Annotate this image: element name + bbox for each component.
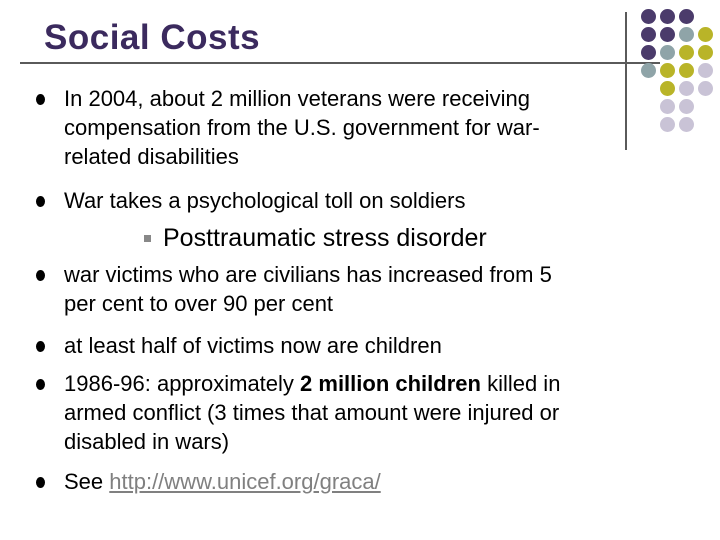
decorative-dot (641, 27, 656, 42)
bullet-text-part: See (64, 469, 110, 494)
bullet-icon (36, 379, 45, 390)
decorative-dot (698, 63, 713, 78)
decorative-dot (698, 45, 713, 60)
bullet-text (64, 469, 381, 495)
decorative-dot (641, 45, 656, 60)
decorative-dot (679, 9, 694, 24)
bullet-icon (36, 94, 45, 105)
bullet-text: per cent to over 90 per cent (64, 291, 334, 316)
decorative-dot (660, 45, 675, 60)
sub-bullet-icon (144, 235, 151, 242)
decorative-dot (679, 27, 694, 42)
bullet-text: In 2004, about 2 million veterans were receiving (64, 86, 530, 111)
decorative-dot (660, 9, 675, 24)
decorative-dot (679, 63, 694, 78)
bullet-icon (36, 196, 45, 207)
bullet-icon (36, 477, 45, 488)
decorative-dot (698, 81, 713, 96)
decorative-dot (660, 99, 675, 114)
bullet-text: compensation from the U.S. government for war- (64, 115, 540, 140)
decorative-dot (641, 63, 656, 78)
decorative-dot (679, 117, 694, 132)
vertical-divider (625, 12, 627, 150)
bullet-text: War takes a psychological toll on soldiers (64, 188, 466, 213)
decorative-dot (698, 27, 713, 42)
decorative-dot (679, 45, 694, 60)
sub-bullet-text: Posttraumatic stress disorder (163, 224, 487, 252)
bullet-icon (36, 341, 45, 352)
bullet-text-part: killed in (480, 371, 561, 396)
decorative-dot (641, 9, 656, 24)
slide-title: Social Costs (44, 18, 261, 57)
bullet-icon (36, 270, 45, 281)
bullet-text-bold: 2 million children (300, 371, 481, 396)
bullet-text: disabled in wars) (64, 429, 230, 454)
decorative-dot (660, 117, 675, 132)
unicef-link[interactable]: http://www.unicef.org/graca/ (109, 469, 381, 494)
bullet-text (64, 371, 560, 397)
decorative-dot (660, 27, 675, 42)
decorative-dot (679, 81, 694, 96)
horizontal-divider (20, 62, 660, 64)
bullet-text: related disabilities (64, 144, 239, 169)
bullet-text: war victims who are civilians has increased from 5 (64, 262, 552, 287)
decorative-dot (679, 99, 694, 114)
bullet-text: at least half of victims now are children (64, 333, 442, 358)
bullet-text-part: 1986-96: approximately (64, 371, 301, 396)
bullet-text: armed conflict (3 times that amount were injured or (64, 400, 560, 425)
decorative-dot (660, 63, 675, 78)
decorative-dot (660, 81, 675, 96)
